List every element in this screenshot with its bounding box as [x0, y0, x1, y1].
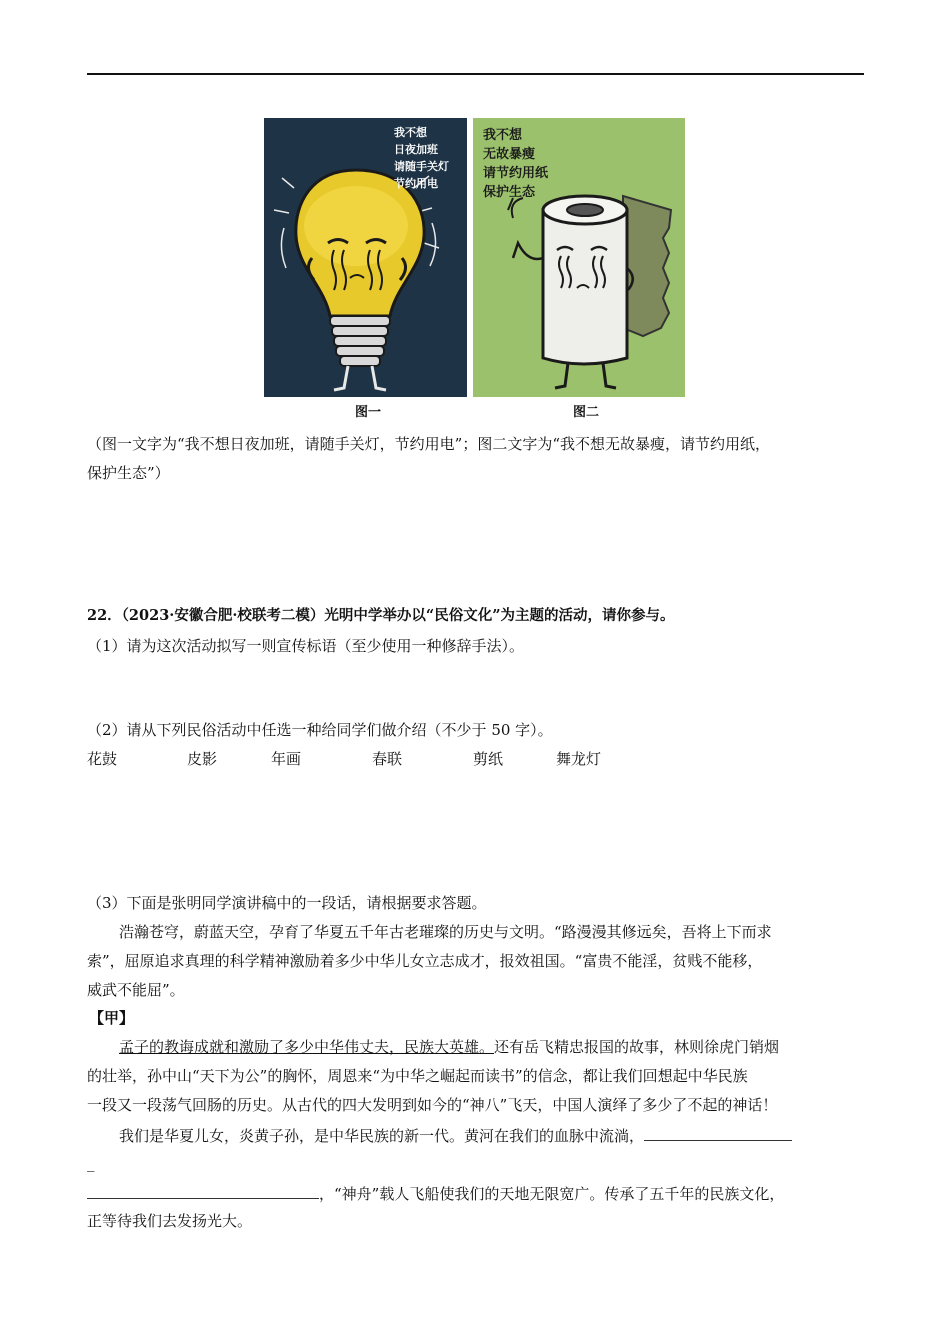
question-22-heading: 22．（2023·安徽合肥·校联考二模）光明中学举办以“民俗文化”为主题的活动，请你参与。 — [87, 607, 675, 624]
figure-2-text-line: 请节约用纸 — [483, 166, 549, 181]
question-22-part-1: （1）请为这次活动拟写一则宣传标语（至少使用一种修辞手法）。 — [87, 637, 525, 655]
figure-1-text-line: 请随手关灯 — [394, 160, 449, 173]
figure-2-caption: 图二 — [573, 405, 600, 420]
figure-1-text-line: 日夜加班 — [394, 143, 438, 156]
figure-1-text-line: 节约用电 — [394, 177, 438, 190]
blank-continuation-dash: _ — [87, 1154, 95, 1172]
speech-paragraph-2-line: 一段又一段荡气回肠的历史。从古代的四大发明到如今的“神八”飞天，中国人演绎了多少了不起的神话！ — [87, 1096, 778, 1114]
figure-note-line: （图一文字为“我不想日夜加班，请随手关灯，节约用电”；图二文字为“我不想无故暴瘦，请节约用纸， — [87, 435, 771, 453]
paragraph-3-text: ，“神舟”载人飞船使我们的天地无限宽广。传承了五千年的民族文化， — [319, 1185, 785, 1203]
figure-2-text-line: 保护生态 — [483, 185, 536, 200]
speech-paragraph-3-line: 正等待我们去发扬光大。 — [87, 1212, 253, 1230]
paragraph-2-continuation: 还有岳飞精忠报国的故事，林则徐虎门销烟 — [494, 1038, 780, 1056]
question-22-part-2: （2）请从下列民俗活动中任选一种给同学们做介绍（不少于 50 字）。 — [87, 721, 553, 739]
figure-1-text-line: 我不想 — [394, 126, 427, 139]
speech-paragraph-2-line — [119, 1037, 779, 1057]
figure-note-line: 保护生态”） — [87, 464, 170, 482]
figure-1-speech-text — [394, 124, 449, 192]
activity-option: 春联 — [372, 750, 403, 768]
question-22-part-3: （3）下面是张明同学演讲稿中的一段话，请根据要求答题。 — [87, 894, 487, 912]
speech-paragraph-2-line: 的壮举，孙中山“天下为公”的胸怀，周恩来“为中华之崛起而读书”的信念，都让我们回想起中华民族 — [87, 1067, 748, 1085]
figure-1-caption: 图一 — [355, 405, 382, 420]
speech-paragraph-1-line: 浩瀚苍穹，蔚蓝天空，孕育了华夏五千年古老璀璨的历史与文明。“路漫漫其修远矣，吾将上下而求 — [119, 923, 772, 941]
activity-option: 年画 — [271, 750, 302, 768]
speech-paragraph-3-line — [87, 1182, 784, 1204]
answer-blank-continued[interactable] — [87, 1182, 319, 1199]
activity-option: 剪纸 — [473, 750, 504, 768]
speech-paragraph-3-line — [119, 1124, 792, 1146]
activity-option: 花鼓 — [87, 750, 118, 768]
figure-1-lightbulb-image — [264, 118, 467, 397]
header-rule — [87, 73, 864, 75]
speech-paragraph-1-line: 威武不能屈”。 — [87, 981, 185, 999]
speech-paragraph-1-line: 索”，屈原追求真理的科学精神激励着多少中华儿女立志成才，报效祖国。“富贵不能淫，贫贱不能移， — [87, 952, 763, 970]
figure-2-text-line: 我不想 — [483, 128, 523, 143]
figure-2-text-line: 无故暴瘦 — [483, 147, 536, 162]
jia-marker: 【甲】 — [89, 1009, 135, 1027]
figure-2-speech-text — [483, 126, 548, 202]
paragraph-3-text: 我们是华夏儿女，炎黄子孙，是中华民族的新一代。黄河在我们的血脉中流淌， — [119, 1127, 645, 1145]
figure-2-paper-roll-image — [473, 118, 685, 397]
activity-option: 舞龙灯 — [556, 750, 602, 768]
answer-blank[interactable] — [644, 1124, 792, 1141]
activity-option: 皮影 — [187, 750, 218, 768]
underlined-sentence-jia: 孟子的教诲成就和激励了多少中华伟丈夫，民族大英雄。 — [119, 1038, 495, 1056]
